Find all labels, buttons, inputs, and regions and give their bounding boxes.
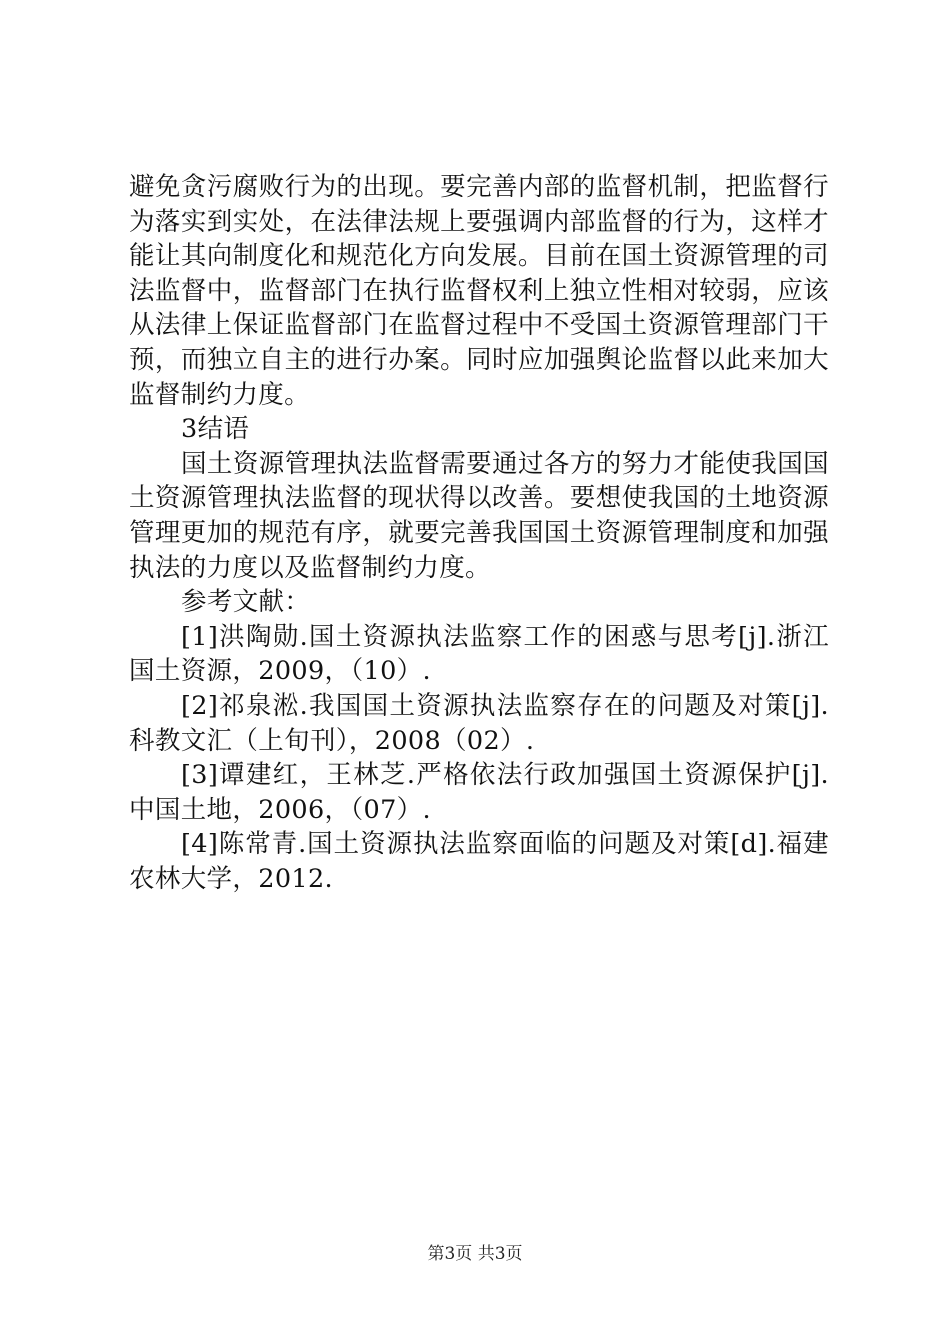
- page-number-label: 第3页 共3页: [427, 1244, 523, 1264]
- section-heading-conclusion: 3结语: [181, 414, 250, 445]
- page-footer: [0, 1244, 950, 1264]
- intro-paragraph: 避免贪污腐败行为的出现。要完善内部的监督机制，把监督行为落实到实处，在法律法规上要强调内部监督的行为，这样才能让其向制度化和规范化方向发展。目前在国土资源管理的司法监督中，监督部门在执行监督权利上独立性相对较弱，应该从法律上保证监督部门在监督过程中不受国土资源管理部门干预，而独立自主的进行办案。同时应加强舆论监督以此来加大监督制约力度。: [129, 172, 829, 410]
- reference-item-4: [4]陈常青.国土资源执法监察面临的问题及对策[d].福建农林大学，2012.: [129, 829, 829, 894]
- reference-item-3: [3]谭建红，王林芝.严格依法行政加强国土资源保护[j].中国土地，2006，（07）.: [129, 760, 829, 825]
- reference-item-1: [1]洪陶勋.国土资源执法监察工作的困惑与思考[j].浙江国土资源，2009，（10）.: [129, 621, 829, 687]
- conclusion-paragraph: 国土资源管理执法监督需要通过各方的努力才能使我国国土资源管理执法监督的现状得以改善。要想使我国的土地资源管理更加的规范有序，就要完善我国国土资源管理制度和加强执法的力度以及监督制约力度。: [129, 448, 829, 583]
- reference-item-2: [2]祁泉淞.我国国土资源执法监察存在的问题及对策[j].科教文汇（上旬刊），2008（02）.: [129, 690, 829, 756]
- document-body: [129, 170, 829, 896]
- references-heading: 参考文献：: [181, 587, 311, 618]
